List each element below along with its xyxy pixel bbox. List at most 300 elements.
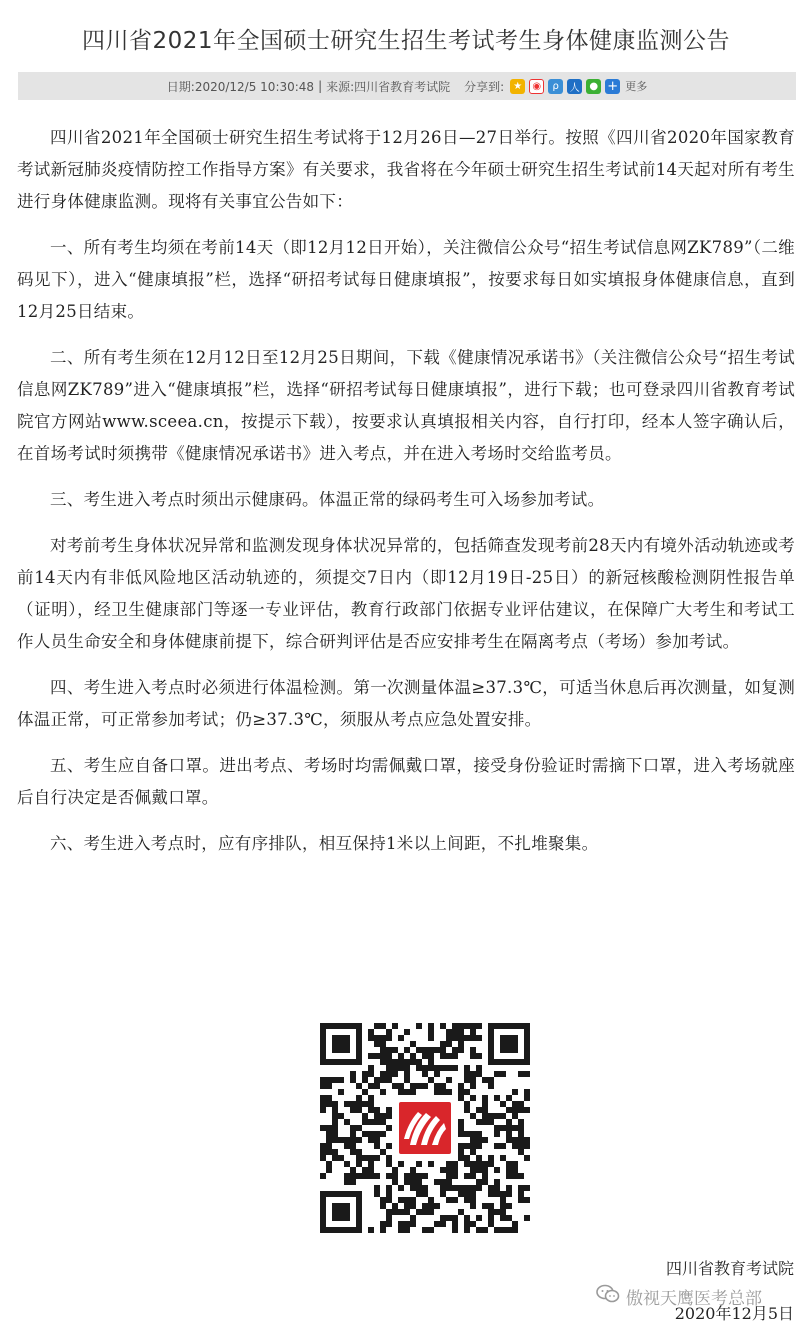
qr-module — [464, 1197, 470, 1203]
qr-module — [368, 1029, 374, 1035]
qr-module — [470, 1185, 476, 1191]
qr-module — [464, 1161, 470, 1167]
qr-module — [500, 1203, 506, 1209]
qr-module — [464, 1185, 470, 1191]
signature-org: 四川省教育考试院 — [665, 1259, 794, 1278]
qr-module — [380, 1197, 386, 1203]
qr-module — [338, 1137, 344, 1143]
qr-module — [368, 1227, 374, 1233]
qr-module — [494, 1227, 500, 1233]
qr-module — [320, 1083, 326, 1089]
qr-module — [368, 1035, 374, 1041]
qr-module — [470, 1023, 476, 1029]
qr-module — [374, 1053, 380, 1059]
qr-module — [524, 1155, 530, 1161]
qr-module — [404, 1221, 410, 1227]
qr-module — [446, 1053, 452, 1059]
more-share-link[interactable]: 更多 — [625, 80, 648, 93]
qr-module — [332, 1119, 338, 1125]
qr-module — [368, 1167, 374, 1173]
qr-module — [470, 1161, 476, 1167]
qr-module — [494, 1185, 500, 1191]
qr-module — [488, 1155, 494, 1161]
qr-module — [338, 1113, 344, 1119]
weibo-icon[interactable]: ◉ — [529, 79, 544, 94]
qr-module — [440, 1191, 446, 1197]
qr-finder-top-left — [320, 1023, 362, 1065]
qr-module — [338, 1089, 344, 1095]
qr-module — [494, 1095, 500, 1101]
qr-module — [374, 1173, 380, 1179]
qr-module — [512, 1089, 518, 1095]
qr-module — [428, 1065, 434, 1071]
qr-module — [476, 1143, 482, 1149]
qr-module — [512, 1107, 518, 1113]
qr-module — [380, 1071, 386, 1077]
qr-module — [392, 1065, 398, 1071]
qr-module — [440, 1083, 446, 1089]
qr-module — [332, 1113, 338, 1119]
qr-module — [506, 1191, 512, 1197]
qr-module — [506, 1203, 512, 1209]
qr-module — [374, 1023, 380, 1029]
qr-module — [368, 1095, 374, 1101]
qr-module — [368, 1161, 374, 1167]
qr-module — [416, 1059, 422, 1065]
qr-module — [356, 1173, 362, 1179]
qr-module — [434, 1221, 440, 1227]
qr-module — [380, 1077, 386, 1083]
qr-module — [392, 1167, 398, 1173]
qr-module — [410, 1197, 416, 1203]
qr-module — [506, 1119, 512, 1125]
qr-module — [332, 1107, 338, 1113]
qr-module — [428, 1209, 434, 1215]
qr-module — [434, 1071, 440, 1077]
meta-separator: | — [318, 79, 323, 93]
qr-module — [374, 1131, 380, 1137]
wechat-icon[interactable]: ● — [586, 79, 601, 94]
qr-module — [386, 1221, 392, 1227]
qr-module — [446, 1215, 452, 1221]
qr-module — [386, 1185, 392, 1191]
qr-module — [380, 1119, 386, 1125]
qr-module — [440, 1023, 446, 1029]
qr-module — [494, 1125, 500, 1131]
qr-module — [320, 1143, 326, 1149]
more-share-icon[interactable]: + — [605, 79, 620, 94]
qr-module — [410, 1185, 416, 1191]
qr-module — [410, 1173, 416, 1179]
qr-module — [506, 1227, 512, 1233]
source-label: 来源:四川省教育考试院 — [326, 79, 451, 94]
publish-date: 日期:2020/12/5 10:30:48 — [166, 79, 315, 94]
qr-module — [470, 1053, 476, 1059]
qr-module — [452, 1167, 458, 1173]
qr-module — [464, 1173, 470, 1179]
qr-module — [428, 1203, 434, 1209]
qr-module — [476, 1035, 482, 1041]
qr-module — [410, 1059, 416, 1065]
qr-module — [362, 1089, 368, 1095]
qr-module — [494, 1167, 500, 1173]
qr-module — [434, 1203, 440, 1209]
qr-module — [386, 1197, 392, 1203]
qr-module — [440, 1053, 446, 1059]
qr-module — [476, 1119, 482, 1125]
tencent-weibo-icon[interactable]: ρ — [548, 79, 563, 94]
qr-module — [326, 1101, 332, 1107]
qr-module — [422, 1065, 428, 1071]
qr-module — [326, 1131, 332, 1137]
qr-module — [422, 1053, 428, 1059]
qr-module — [434, 1083, 440, 1089]
qr-module — [428, 1197, 434, 1203]
qr-module — [362, 1077, 368, 1083]
qr-module — [410, 1203, 416, 1209]
qr-module — [458, 1209, 464, 1215]
qr-module — [368, 1137, 374, 1143]
qr-module — [380, 1041, 386, 1047]
qr-module — [410, 1041, 416, 1047]
qr-module — [452, 1035, 458, 1041]
qr-module — [428, 1047, 434, 1053]
qr-module — [482, 1107, 488, 1113]
qr-module — [356, 1107, 362, 1113]
qr-module — [404, 1065, 410, 1071]
qr-module — [452, 1065, 458, 1071]
qr-module — [398, 1161, 404, 1167]
qr-module — [446, 1077, 452, 1083]
qr-code-image — [318, 1021, 532, 1235]
qr-module — [374, 1083, 380, 1089]
qr-module — [380, 1053, 386, 1059]
qr-module — [428, 1023, 434, 1029]
qr-module — [422, 1173, 428, 1179]
qr-module — [368, 1053, 374, 1059]
qr-module — [332, 1131, 338, 1137]
qr-module — [362, 1167, 368, 1173]
qr-module — [404, 1227, 410, 1233]
qr-module — [320, 1101, 326, 1107]
qr-module — [500, 1197, 506, 1203]
qr-module — [374, 1113, 380, 1119]
qr-module — [398, 1053, 404, 1059]
qr-module — [464, 1101, 470, 1107]
qr-module — [368, 1131, 374, 1137]
qr-module — [404, 1047, 410, 1053]
qr-module — [458, 1023, 464, 1029]
qr-module — [410, 1179, 416, 1185]
qr-module — [440, 1167, 446, 1173]
qr-module — [494, 1113, 500, 1119]
qr-module — [482, 1179, 488, 1185]
qr-module — [368, 1173, 374, 1179]
qr-module — [416, 1173, 422, 1179]
qr-module — [494, 1071, 500, 1077]
qr-module — [500, 1191, 506, 1197]
qr-module — [482, 1227, 488, 1233]
qr-module — [326, 1095, 332, 1101]
qr-module — [422, 1185, 428, 1191]
qr-module — [512, 1143, 518, 1149]
qr-module — [464, 1089, 470, 1095]
qr-module — [476, 1167, 482, 1173]
qr-module — [488, 1077, 494, 1083]
qr-module — [344, 1143, 350, 1149]
qr-module — [476, 1107, 482, 1113]
qr-module — [512, 1101, 518, 1107]
qr-module — [524, 1107, 530, 1113]
qr-module — [398, 1221, 404, 1227]
qr-module — [506, 1185, 512, 1191]
qr-module — [398, 1089, 404, 1095]
qr-module — [416, 1185, 422, 1191]
qr-module — [356, 1101, 362, 1107]
announcement-body — [17, 122, 795, 874]
qr-module — [428, 1059, 434, 1065]
qr-module — [458, 1143, 464, 1149]
qr-module — [476, 1053, 482, 1059]
qr-module — [404, 1059, 410, 1065]
qr-module — [386, 1191, 392, 1197]
qr-module — [356, 1149, 362, 1155]
qr-module — [344, 1161, 350, 1167]
qr-module — [470, 1077, 476, 1083]
qr-module — [524, 1197, 530, 1203]
renren-icon[interactable]: 人 — [567, 79, 582, 94]
qr-module — [440, 1179, 446, 1185]
qr-module — [386, 1053, 392, 1059]
qr-module — [464, 1221, 470, 1227]
qr-module — [488, 1119, 494, 1125]
qr-module — [488, 1185, 494, 1191]
qr-module — [416, 1083, 422, 1089]
qr-module — [518, 1131, 524, 1137]
qr-module — [464, 1191, 470, 1197]
qr-module — [524, 1137, 530, 1143]
qr-module — [482, 1119, 488, 1125]
qr-module — [446, 1185, 452, 1191]
qr-module — [392, 1173, 398, 1179]
qr-module — [506, 1173, 512, 1179]
qr-module — [500, 1227, 506, 1233]
qr-module — [458, 1029, 464, 1035]
qr-module — [362, 1113, 368, 1119]
qr-module — [476, 1071, 482, 1077]
qr-finder-bottom-left — [320, 1191, 362, 1233]
qr-module — [320, 1107, 326, 1113]
qr-module — [452, 1023, 458, 1029]
qr-module — [446, 1029, 452, 1035]
qr-module — [452, 1197, 458, 1203]
qr-module — [506, 1125, 512, 1131]
qr-module — [398, 1035, 404, 1041]
qr-module — [374, 1107, 380, 1113]
qr-module — [488, 1161, 494, 1167]
qr-module — [458, 1047, 464, 1053]
qr-module — [452, 1047, 458, 1053]
qr-module — [464, 1023, 470, 1029]
qr-module — [512, 1161, 518, 1167]
qzone-icon[interactable]: ★ — [510, 79, 525, 94]
qr-module — [452, 1173, 458, 1179]
qr-module — [428, 1227, 434, 1233]
qr-module — [488, 1083, 494, 1089]
qr-module — [428, 1035, 434, 1041]
qr-module — [524, 1095, 530, 1101]
qr-module — [398, 1059, 404, 1065]
qr-module — [470, 1149, 476, 1155]
qr-module — [458, 1149, 464, 1155]
qr-module — [470, 1137, 476, 1143]
qr-module — [404, 1029, 410, 1035]
qr-module — [374, 1077, 380, 1083]
qr-module — [422, 1191, 428, 1197]
qr-module — [356, 1161, 362, 1167]
qr-module — [380, 1113, 386, 1119]
qr-module — [410, 1053, 416, 1059]
qr-module — [518, 1101, 524, 1107]
qr-module — [386, 1047, 392, 1053]
qr-module — [404, 1179, 410, 1185]
qr-module — [524, 1071, 530, 1077]
paragraph-item-1: 一、所有考生均须在考前14天（即12月12日开始），关注微信公众号“招生考试信息网ZK789”（二维码见下），进入“健康填报”栏，选择“研招考试每日健康填报”，按要求每日如实填报身体健康信息，直到12月25日结束。 — [17, 238, 795, 321]
qr-module — [440, 1215, 446, 1221]
qr-module — [506, 1107, 512, 1113]
qr-module — [470, 1047, 476, 1053]
qr-module — [380, 1203, 386, 1209]
qr-module — [446, 1089, 452, 1095]
qr-module — [350, 1125, 356, 1131]
qr-module — [416, 1179, 422, 1185]
qr-module — [368, 1107, 374, 1113]
qr-module — [512, 1125, 518, 1131]
paragraph-item-2: 二、所有考生须在12月12日至12月25日期间，下载《健康情况承诺书》（关注微信公众号“招生考试信息网ZK789”进入“健康填报”栏，选择“研招考试每日健康填报”，进行下载；也可登录四川省教育考试院官方网站www.sceea.cn，按提示下载），按要求认真填报相关内容，自行打印，经本人签字确认后，在首场考试时须携带《健康情况承诺书》进入考点，并在进入考场时交给监考员。 — [17, 348, 795, 463]
qr-module — [416, 1047, 422, 1053]
exam-institute-logo-icon — [395, 1098, 455, 1158]
qr-module — [380, 1059, 386, 1065]
qr-module — [380, 1047, 386, 1053]
qr-module — [470, 1203, 476, 1209]
qr-module — [464, 1065, 470, 1071]
qr-module — [458, 1185, 464, 1191]
qr-module — [392, 1083, 398, 1089]
qr-module — [386, 1071, 392, 1077]
qr-module — [524, 1089, 530, 1095]
qr-module — [332, 1155, 338, 1161]
qr-module — [386, 1173, 392, 1179]
qr-module — [494, 1143, 500, 1149]
qr-module — [386, 1035, 392, 1041]
qr-module — [380, 1035, 386, 1041]
qr-module — [470, 1191, 476, 1197]
qr-module — [350, 1167, 356, 1173]
qr-module — [458, 1095, 464, 1101]
qr-module — [386, 1209, 392, 1215]
qr-module — [386, 1065, 392, 1071]
qr-module — [356, 1155, 362, 1161]
qr-module — [362, 1131, 368, 1137]
qr-module — [356, 1125, 362, 1131]
qr-module — [506, 1161, 512, 1167]
qr-module — [398, 1209, 404, 1215]
paragraph-item-3: 三、考生进入考点时须出示健康码。体温正常的绿码考生可入场参加考试。 — [50, 490, 605, 509]
qr-module — [410, 1089, 416, 1095]
qr-module — [458, 1119, 464, 1125]
qr-module — [500, 1143, 506, 1149]
qr-module — [470, 1131, 476, 1137]
qr-module — [500, 1125, 506, 1131]
qr-module — [458, 1155, 464, 1161]
qr-module — [380, 1023, 386, 1029]
qr-module — [422, 1071, 428, 1077]
qr-module — [326, 1077, 332, 1083]
qr-module — [410, 1221, 416, 1227]
qr-module — [470, 1167, 476, 1173]
qr-module — [500, 1113, 506, 1119]
qr-module — [482, 1167, 488, 1173]
qr-module — [464, 1155, 470, 1161]
qr-module — [494, 1131, 500, 1137]
qr-module — [458, 1035, 464, 1041]
qr-module — [398, 1065, 404, 1071]
qr-module — [392, 1059, 398, 1065]
qr-module — [344, 1179, 350, 1185]
qr-module — [506, 1131, 512, 1137]
qr-module — [368, 1071, 374, 1077]
qr-module — [452, 1185, 458, 1191]
qr-module — [488, 1113, 494, 1119]
qr-module — [482, 1173, 488, 1179]
qr-module — [512, 1221, 518, 1227]
qr-module — [386, 1077, 392, 1083]
qr-module — [524, 1143, 530, 1149]
qr-module — [440, 1089, 446, 1095]
qr-module — [434, 1047, 440, 1053]
qr-module — [524, 1185, 530, 1191]
qr-module — [380, 1089, 386, 1095]
qr-module — [524, 1215, 530, 1221]
qr-module — [476, 1137, 482, 1143]
qr-module — [362, 1119, 368, 1125]
qr-module — [380, 1221, 386, 1227]
qr-module — [320, 1125, 326, 1131]
qr-module — [518, 1107, 524, 1113]
qr-module — [464, 1035, 470, 1041]
share-label: 分享到: — [464, 79, 505, 94]
paragraph-item-4: 四、考生进入考点时必须进行体温检测。第一次测量体温≥37.3℃，可适当休息后再次测量，如复测体温正常，可正常参加考试；仍≥37.3℃，须服从考点应急处置安排。 — [17, 678, 795, 729]
qr-module — [416, 1161, 422, 1167]
qr-module — [458, 1089, 464, 1095]
qr-module — [482, 1095, 488, 1101]
qr-module — [410, 1083, 416, 1089]
qr-module — [476, 1065, 482, 1071]
qr-module — [326, 1161, 332, 1167]
qr-module — [368, 1155, 374, 1161]
qr-module — [386, 1143, 392, 1149]
qr-module — [362, 1155, 368, 1161]
qr-module — [374, 1185, 380, 1191]
qr-module — [416, 1209, 422, 1215]
qr-module — [512, 1173, 518, 1179]
qr-module — [344, 1119, 350, 1125]
qr-module — [350, 1179, 356, 1185]
qr-module — [476, 1155, 482, 1161]
qr-module — [476, 1185, 482, 1191]
qr-module — [368, 1065, 374, 1071]
qr-module — [470, 1035, 476, 1041]
